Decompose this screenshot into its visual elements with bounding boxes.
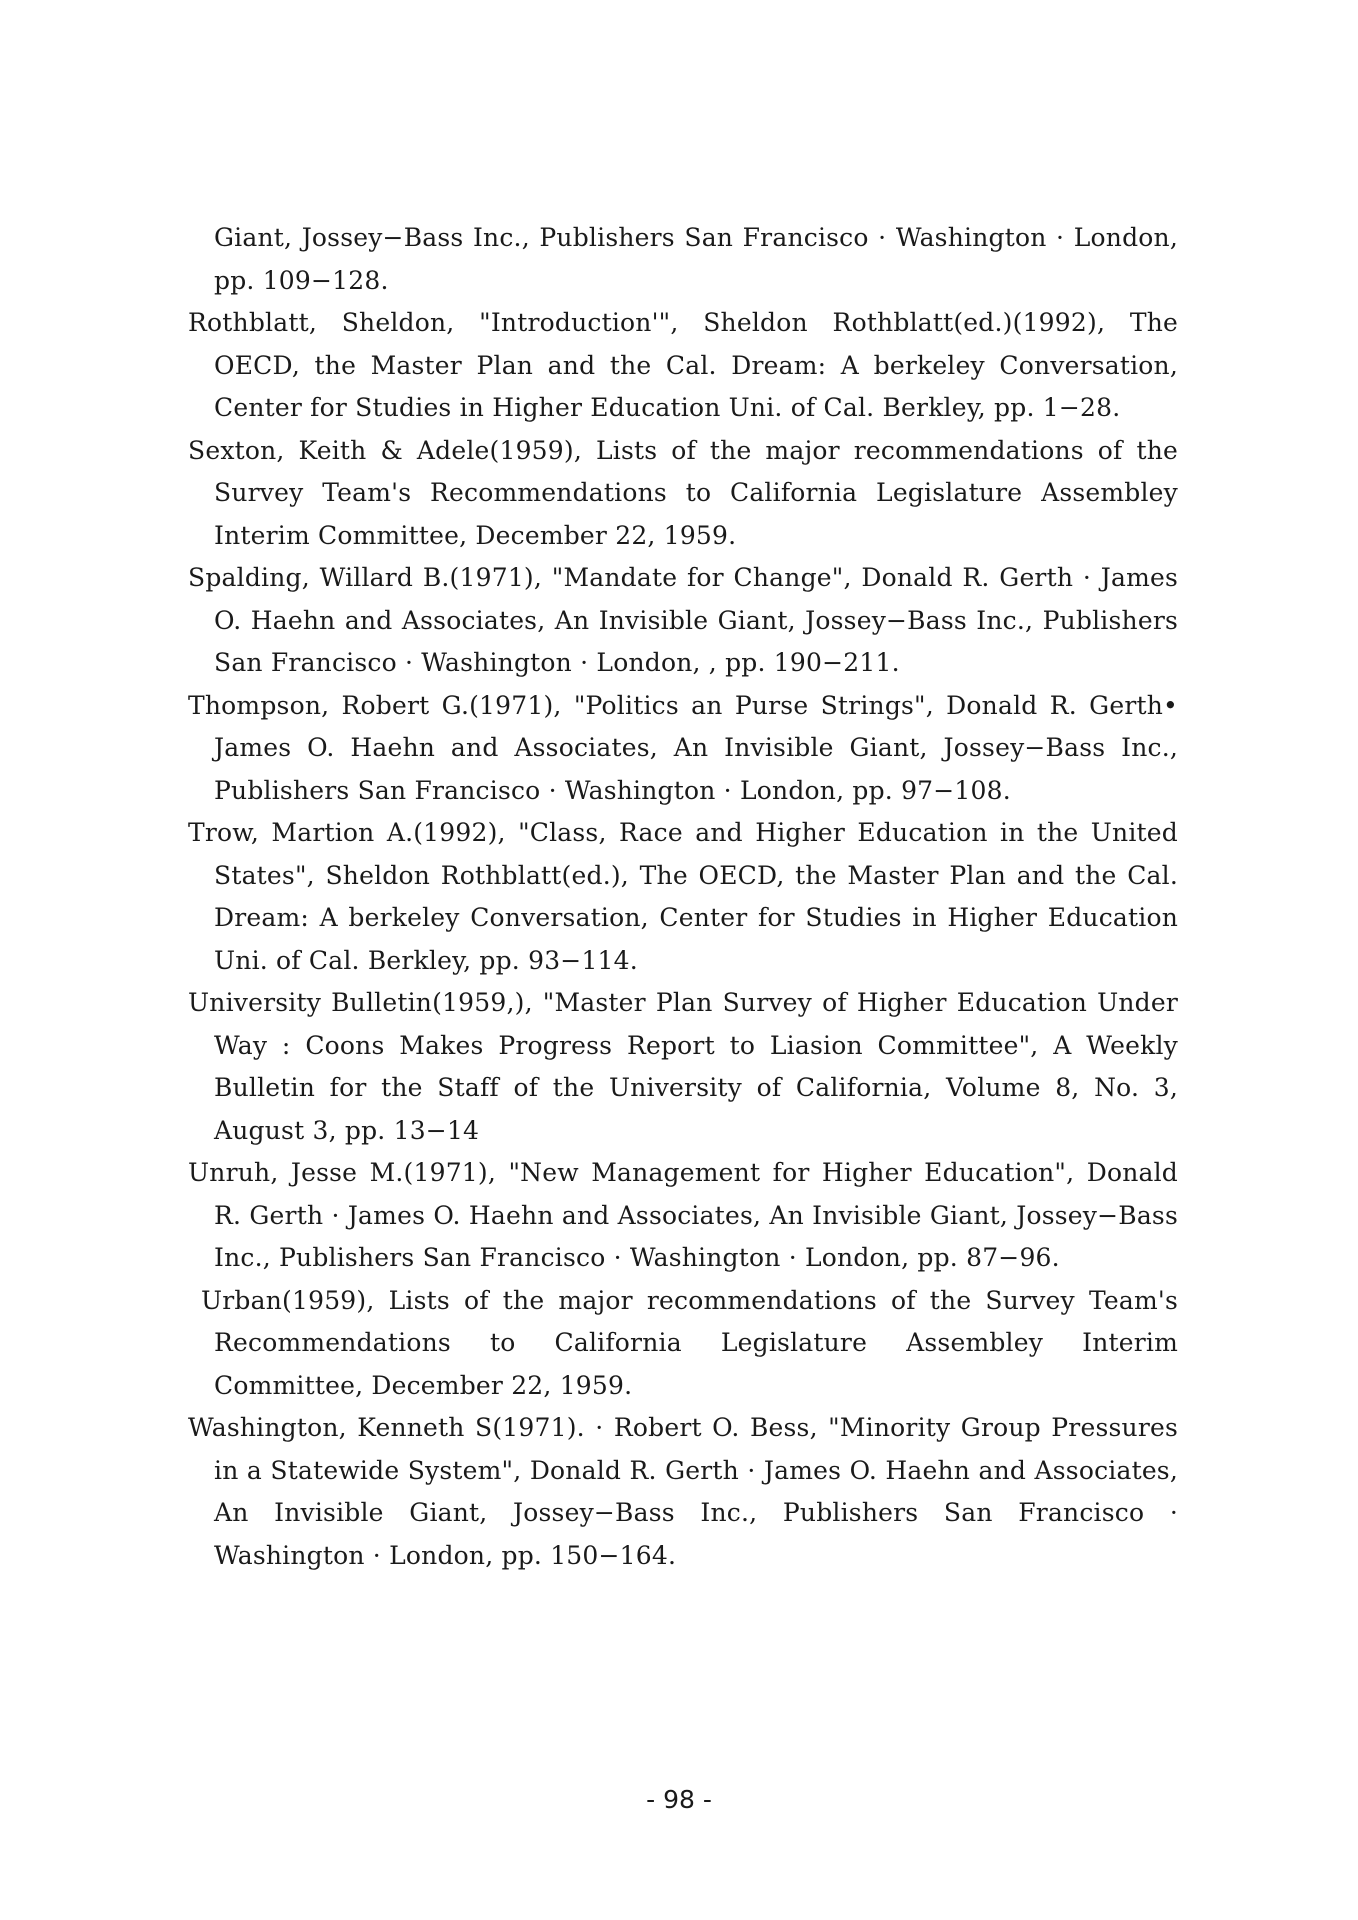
reference-entry-washington: Washington, Kenneth S(1971). · Robert O. Bess, "Minority Group Pressures in a Statewide System", Donald R. Gerth · James O. Haehn and Associates, An Invisible Giant, Jossey−Bass Inc., Publishers San Francisco · Washington · London, pp. 150−164. (188, 1413, 1178, 1570)
reference-entry-continuation: Giant, Jossey−Bass Inc., Publishers San Francisco · Washington · London, pp. 109−128. (214, 223, 1178, 295)
reference-entry-sexton: Sexton, Keith & Adele(1959), Lists of the major recommendations of the Survey Team's Recommendations to California Legislature Assembley Interim Committee, December 22, 1959. (188, 435, 1178, 550)
page-number: - 98 - (646, 1785, 712, 1814)
reference-entry-rothblatt: Rothblatt, Sheldon, "Introduction'", Sheldon Rothblatt(ed.)(1992), The OECD, the Master Plan and the Cal. Dream: A berkeley Conversation, Center for Studies in Higher Education Uni. of Cal. Berkley, pp. 1−28. (188, 308, 1178, 422)
reference-entry-urban: Urban(1959), Lists of the major recommendations of the Survey Team's Recommendations to California Legislature Assembley Interim Committee, December 22, 1959. (201, 1285, 1178, 1400)
reference-list (188, 217, 1178, 1577)
reference-entry-unruh: Unruh, Jesse M.(1971), "New Management for Higher Education", Donald R. Gerth · James O. Haehn and Associates, An Invisible Giant, Jossey−Bass Inc., Publishers San Francisco · Washington · London, pp. 87−96. (188, 1158, 1178, 1272)
reference-entry-university-bulletin: University Bulletin(1959,), "Master Plan Survey of Higher Education Under Way : Coons Makes Progress Report to Liasion Committee", A Weekly Bulletin for the Staff of the University of California, Volume 8, No. 3, August 3, pp. 13−14 (188, 988, 1178, 1145)
reference-entry-thompson: Thompson, Robert G.(1971), "Politics an Purse Strings", Donald R. Gerth• James O. Haehn and Associates, An Invisible Giant, Jossey−Bass Inc., Publishers San Francisco · Washington · London, pp. 97−108. (188, 690, 1178, 805)
reference-entry-trow: Trow, Martion A.(1992), "Class, Race and Higher Education in the United States", Sheldon Rothblatt(ed.), The OECD, the Master Plan and the Cal. Dream: A berkeley Conversation, Center for Studies in Higher Education Uni. of Cal. Berkley, pp. 93−114. (188, 818, 1178, 975)
reference-entry-spalding: Spalding, Willard B.(1971), "Mandate for Change", Donald R. Gerth · James O. Haehn and Associates, An Invisible Giant, Jossey−Bass Inc., Publishers San Francisco · Washington · London, , pp. 190−211. (188, 563, 1178, 677)
